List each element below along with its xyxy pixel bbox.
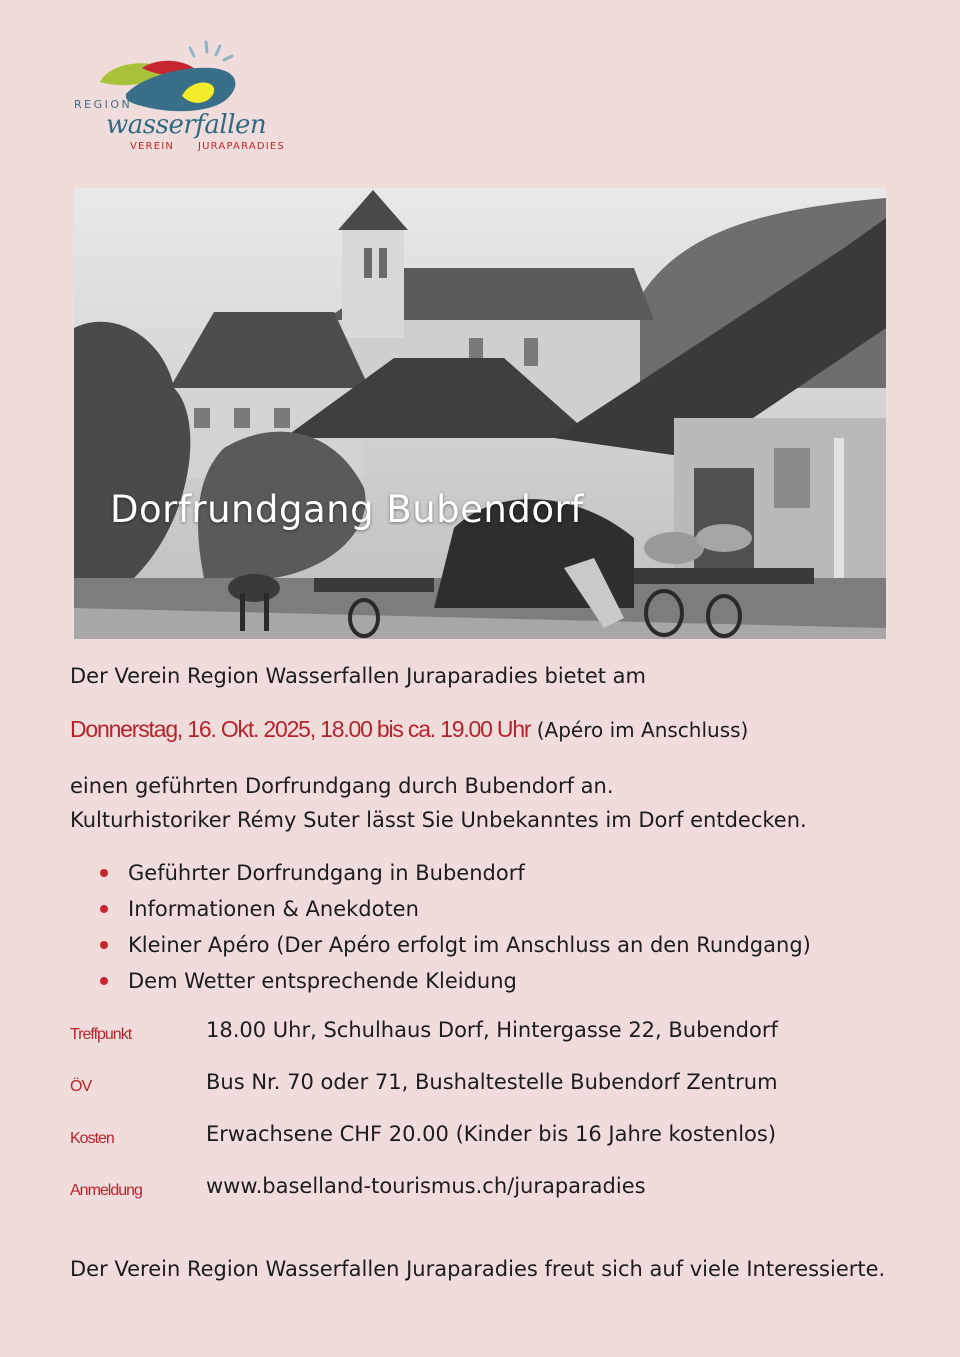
event-date-suffix: (Apéro im Anschluss) <box>530 718 749 742</box>
info-label: ÖV <box>70 1078 92 1095</box>
header-photo <box>74 188 886 639</box>
registration-link[interactable]: www.baselland-tourismus.ch/juraparadies <box>206 1174 646 1198</box>
info-row-oev <box>70 1066 890 1106</box>
event-date: Donnerstag, 16. Okt. 2025, 18.00 bis ca. 19.00 Uhr <box>70 716 531 742</box>
intro-text: Der Verein Region Wasserfallen Juraparadies bietet am <box>70 664 646 688</box>
info-label: Kosten <box>70 1130 114 1147</box>
feature-list <box>100 855 811 999</box>
list-item: Dem Wetter entsprechende Kleidung <box>100 963 811 999</box>
page-title: Dorfrundgang Bubendorf <box>110 488 584 531</box>
info-value: 18.00 Uhr, Schulhaus Dorf, Hintergasse 22, Bubendorf <box>206 1018 778 1042</box>
description-line: Kulturhistoriker Rémy Suter lässt Sie Unbekanntes im Dorf entdecken. <box>70 808 807 832</box>
closing-text: Der Verein Region Wasserfallen Juraparadies freut sich auf viele Interessierte. <box>70 1257 886 1281</box>
info-label: Treffpunkt <box>70 1026 132 1043</box>
event-date-line <box>70 712 748 747</box>
logo-juraparadies-text: JURAPARADIES <box>198 141 285 152</box>
info-row-treffpunkt <box>70 1014 890 1054</box>
list-item: Kleiner Apéro (Der Apéro erfolgt im Anschluss an den Rundgang) <box>100 927 811 963</box>
list-item: Geführter Dorfrundgang in Bubendorf <box>100 855 811 891</box>
info-row-kosten <box>70 1118 890 1158</box>
description-line: einen geführten Dorfrundgang durch Bubendorf an. <box>70 774 614 798</box>
village-photo-icon <box>74 188 886 639</box>
info-value: Bus Nr. 70 oder 71, Bushaltestelle Bubendorf Zentrum <box>206 1070 778 1094</box>
logo-name-text: wasserfallen <box>106 110 267 140</box>
logo-region-text: REGION <box>74 98 133 111</box>
info-row-anmeldung <box>70 1170 890 1210</box>
list-item: Informationen & Anekdoten <box>100 891 811 927</box>
info-label: Anmeldung <box>70 1182 142 1199</box>
logo <box>70 38 285 160</box>
info-value: Erwachsene CHF 20.00 (Kinder bis 16 Jahre kostenlos) <box>206 1122 777 1146</box>
logo-verein-text: VEREIN <box>130 141 175 152</box>
